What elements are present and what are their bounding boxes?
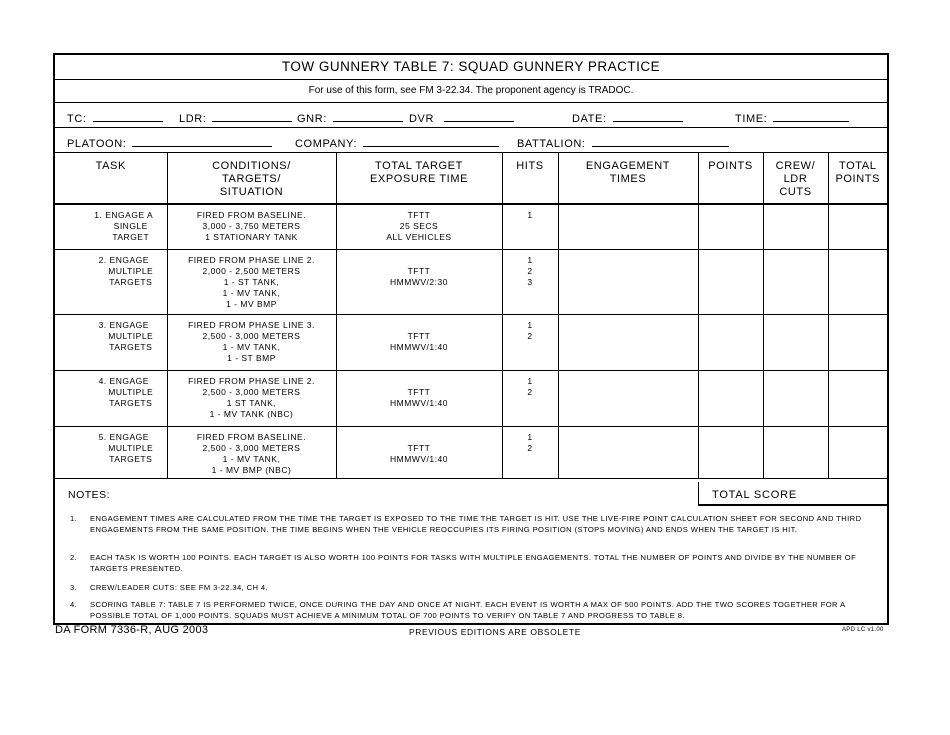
date-field[interactable] (572, 111, 683, 125)
company-line[interactable] (363, 136, 499, 147)
exposure-cell-line: 25 SECS (399, 221, 439, 231)
tc-label: TC: (67, 113, 87, 125)
table-row (55, 204, 887, 250)
note-number: 4. (70, 600, 78, 609)
ldr-field[interactable] (179, 111, 292, 125)
exposure-cell-line: HMMWV/1:40 (390, 342, 448, 352)
hits-cell-line: 1 (527, 255, 533, 265)
hits-cell-line: 2 (527, 387, 533, 397)
exposure-cell-line: TFTT (407, 331, 431, 341)
header-line: ENGAGEMENT (585, 160, 671, 172)
crew-cuts-cell[interactable] (763, 204, 828, 250)
task-cell-line: MULTIPLE (108, 331, 154, 341)
task-cell-line: TARGETS (109, 398, 153, 408)
version-label: APD LC v1.00 (842, 627, 884, 633)
task-cell-line: 3. ENGAGE (98, 320, 149, 330)
header-line: TASK (95, 160, 126, 172)
header-conditions (167, 153, 336, 204)
task-cell (55, 427, 167, 479)
form-subtitle: For use of this form, see FM 3-22.34. The proponent agency is TRADOC. (55, 80, 887, 103)
gnr-line[interactable] (333, 111, 403, 122)
hits-cell-line: 1 (527, 376, 533, 386)
exposure-cell-line: HMMWV/1:40 (390, 398, 448, 408)
table-row (55, 250, 887, 315)
conditions-cell (167, 427, 336, 479)
header-points (698, 153, 763, 204)
task-cell-line: SINGLE (113, 221, 148, 231)
conditions-cell-line: 1 - MV TANK, (222, 288, 281, 298)
total-points-cell[interactable] (828, 204, 887, 250)
conditions-cell-line: 1 - ST TANK, (223, 277, 280, 287)
header-line: TOTAL TARGET (375, 160, 463, 172)
dvr-line[interactable] (444, 111, 514, 122)
conditions-cell-line: 1 - MV BMP (226, 299, 277, 309)
battalion-line[interactable] (592, 136, 729, 147)
total-points-cell[interactable] (828, 427, 887, 479)
exposure-cell-line (337, 376, 502, 387)
conditions-cell-line: 1 - MV BMP (NBC) (211, 465, 292, 475)
platoon-field[interactable] (67, 136, 272, 150)
crew-cuts-cell[interactable] (763, 315, 828, 371)
note-number: 1. (70, 514, 78, 523)
hits-cell-line: 2 (527, 443, 533, 453)
task-cell-line: 5. ENGAGE (98, 432, 149, 442)
table-header-row (55, 153, 887, 204)
notes-label: NOTES: (68, 489, 111, 501)
hits-cell (502, 250, 558, 315)
crew-cuts-cell[interactable] (763, 427, 828, 479)
total-score-label: TOTAL SCORE (712, 489, 797, 501)
conditions-cell-line: 2,500 - 3,000 METERS (202, 331, 301, 341)
time-field[interactable] (735, 111, 849, 125)
engagement-times-cell[interactable] (558, 371, 698, 427)
exposure-cell-line: HMMWV/2:30 (390, 277, 448, 287)
gnr-label: GNR: (297, 113, 327, 125)
table-row (55, 427, 887, 479)
form-title: TOW GUNNERY TABLE 7: SQUAD GUNNERY PRACTICE (55, 55, 887, 80)
conditions-cell-line: 1 - MV TANK, (222, 342, 281, 352)
header-line: TIMES (609, 173, 647, 185)
exposure-cell-line (337, 432, 502, 443)
task-cell (55, 315, 167, 371)
conditions-cell-line: FIRED FROM PHASE LINE 3. (188, 320, 315, 330)
task-cell (55, 250, 167, 315)
hits-cell (502, 371, 558, 427)
table-row (55, 371, 887, 427)
note-number: 3. (70, 583, 78, 592)
task-cell (55, 371, 167, 427)
points-cell[interactable] (698, 204, 763, 250)
time-line[interactable] (773, 111, 849, 122)
obsolete-notice: PREVIOUS EDITIONS ARE OBSOLETE (409, 627, 581, 637)
gunnery-table (55, 153, 887, 479)
hits-cell-line: 3 (527, 277, 533, 287)
task-cell-line: 4. ENGAGE (98, 376, 149, 386)
note-number: 2. (70, 553, 78, 562)
task-cell-line: MULTIPLE (108, 266, 154, 276)
table-row (55, 315, 887, 371)
task-cell-line: TARGETS (109, 454, 153, 464)
conditions-cell (167, 204, 336, 250)
exposure-cell-line: TFTT (407, 210, 431, 220)
points-cell[interactable] (698, 250, 763, 315)
exposure-cell-line: TFTT (407, 443, 431, 453)
platoon-line[interactable] (132, 136, 272, 147)
header-line: TOTAL (839, 160, 877, 172)
platoon-label: PLATOON: (67, 138, 127, 150)
total-points-cell[interactable] (828, 371, 887, 427)
dvr-label: DVR (409, 113, 435, 125)
exposure-cell (336, 427, 502, 479)
header-line: CUTS (779, 186, 812, 198)
crew-cuts-cell[interactable] (763, 250, 828, 315)
points-cell[interactable] (698, 427, 763, 479)
header-line: POINTS (708, 160, 753, 172)
exposure-cell (336, 204, 502, 250)
conditions-cell-line: 1 - MV TANK (NBC) (209, 409, 294, 419)
conditions-cell (167, 315, 336, 371)
points-cell[interactable] (698, 371, 763, 427)
header-line: CREW/ (775, 160, 816, 172)
company-field[interactable] (295, 136, 499, 150)
task-cell-line: 1. ENGAGE A (94, 210, 154, 220)
task-cell-line: 2. ENGAGE (98, 255, 149, 265)
hits-cell-line: 1 (527, 210, 533, 220)
hits-cell-line: 1 (527, 320, 533, 330)
header-line: TARGETS/ (222, 173, 281, 185)
unit-fields-row (55, 128, 887, 153)
battalion-label: BATTALION: (517, 138, 586, 150)
date-line[interactable] (613, 111, 683, 122)
tc-line[interactable] (93, 111, 163, 122)
note-text: ENGAGEMENT TIMES ARE CALCULATED FROM THE TIME THE TARGET IS EXPOSED TO THE TIME THE TARGET IS HIT. USE THE LIVE-FIRE POINT CALCULATION SHEET FOR SECOND AND THIRD ENGAGEMENTS FROM THE SAME POSITION. THE TIME BEGINS WHEN THE VEHICLE REOCCUPIES ITS FIRING POSITION (STOPS MOVING) AND ENDS WHEN THE TARGET IS HIT. (90, 514, 862, 534)
header-hits (502, 153, 558, 204)
exposure-cell-line: TFTT (407, 266, 431, 276)
header-task (55, 153, 167, 204)
total-score-box[interactable] (698, 482, 887, 506)
personnel-fields-row (55, 103, 887, 128)
exposure-cell-line: TFTT (407, 387, 431, 397)
task-cell-line: TARGETS (109, 277, 153, 287)
task-cell (55, 204, 167, 250)
exposure-cell (336, 250, 502, 315)
conditions-cell-line: 1 STATIONARY TANK (205, 232, 298, 242)
header-line: LDR (783, 173, 808, 185)
form-number: DA FORM 7336-R, AUG 2003 (55, 624, 209, 636)
exposure-cell (336, 371, 502, 427)
task-cell-line: MULTIPLE (108, 443, 154, 453)
conditions-cell-line: FIRED FROM BASELINE. (196, 432, 307, 442)
table-body (55, 204, 887, 479)
exposure-cell-line: HMMWV/1:40 (390, 454, 448, 464)
header-line: POINTS (835, 173, 881, 185)
hits-cell-line: 2 (527, 266, 533, 276)
conditions-cell-line: 1 ST TANK, (226, 398, 277, 408)
header-line: SITUATION (219, 186, 284, 198)
header-engagement-times (558, 153, 698, 204)
conditions-cell-line: 2,500 - 3,000 METERS (202, 443, 301, 453)
note-text: EACH TASK IS WORTH 100 POINTS. EACH TARGET IS ALSO WORTH 100 POINTS FOR TASKS WITH MULTIPLE ENGAGEMENTS. TOTAL THE NUMBER OF POINTS AND DIVIDE BY THE NUMBER OF TARGETS PRESENTED. (90, 553, 857, 573)
engagement-times-cell[interactable] (558, 204, 698, 250)
note-text: CREW/LEADER CUTS: SEE FM 3-22.34, CH 4. (90, 583, 269, 592)
task-cell-line: MULTIPLE (108, 387, 154, 397)
header-exposure (336, 153, 502, 204)
gunnery-form (53, 53, 889, 625)
exposure-cell-line (337, 255, 502, 266)
header-line: HITS (516, 160, 544, 172)
crew-cuts-cell[interactable] (763, 371, 828, 427)
tc-field[interactable] (67, 111, 163, 125)
total-points-cell[interactable] (828, 250, 887, 315)
task-cell-line: TARGET (112, 232, 150, 242)
dvr-field[interactable] (409, 111, 514, 125)
gnr-field[interactable] (297, 111, 403, 125)
conditions-cell (167, 250, 336, 315)
date-label: DATE: (572, 113, 607, 125)
engagement-times-cell[interactable] (558, 315, 698, 371)
header-line: CONDITIONS/ (212, 160, 291, 172)
conditions-cell-line: FIRED FROM PHASE LINE 2. (188, 376, 315, 386)
conditions-cell-line: FIRED FROM PHASE LINE 2. (188, 255, 315, 265)
hits-cell (502, 315, 558, 371)
company-label: COMPANY: (295, 138, 358, 150)
conditions-cell-line: 1 - MV TANK, (222, 454, 281, 464)
task-cell-line: TARGETS (109, 342, 153, 352)
engagement-times-cell[interactable] (558, 427, 698, 479)
header-crew-ldr-cuts (763, 153, 828, 204)
hits-cell (502, 204, 558, 250)
points-cell[interactable] (698, 315, 763, 371)
engagement-times-cell[interactable] (558, 250, 698, 315)
exposure-cell (336, 315, 502, 371)
total-points-cell[interactable] (828, 315, 887, 371)
exposure-cell-line (337, 320, 502, 331)
conditions-cell-line: 2,000 - 2,500 METERS (202, 266, 301, 276)
conditions-cell-line: 1 - ST BMP (227, 353, 276, 363)
battalion-field[interactable] (517, 136, 729, 150)
hits-cell-line: 1 (527, 432, 533, 442)
ldr-line[interactable] (212, 111, 292, 122)
ldr-label: LDR: (179, 113, 207, 125)
time-label: TIME: (735, 113, 768, 125)
conditions-cell-line: 3,000 - 3,750 METERS (202, 221, 301, 231)
notes-section (55, 482, 887, 623)
conditions-cell-line: FIRED FROM BASELINE. (196, 210, 307, 220)
hits-cell-line: 2 (527, 331, 533, 341)
header-line: EXPOSURE TIME (369, 173, 469, 185)
conditions-cell-line: 2,500 - 3,000 METERS (202, 387, 301, 397)
exposure-cell-line: ALL VEHICLES (386, 232, 452, 242)
note-text: SCORING TABLE 7: TABLE 7 IS PERFORMED TWICE, ONCE DURING THE DAY AND ONCE AT NIGHT. EACH EVENT IS WORTH A MAX OF 500 POINTS. ADD THE TWO SCORES TOGETHER FOR A POSSIBLE TOTAL OF 1,000 POINTS. SQUADS MUST ACHIEVE A MINIMUM TOTAL OF 700 POINTS TO VERIFY ON TABLE 7 AND PROGRESS TO TABLE 8. (90, 600, 846, 620)
conditions-cell (167, 371, 336, 427)
hits-cell (502, 427, 558, 479)
header-total-points (828, 153, 887, 204)
